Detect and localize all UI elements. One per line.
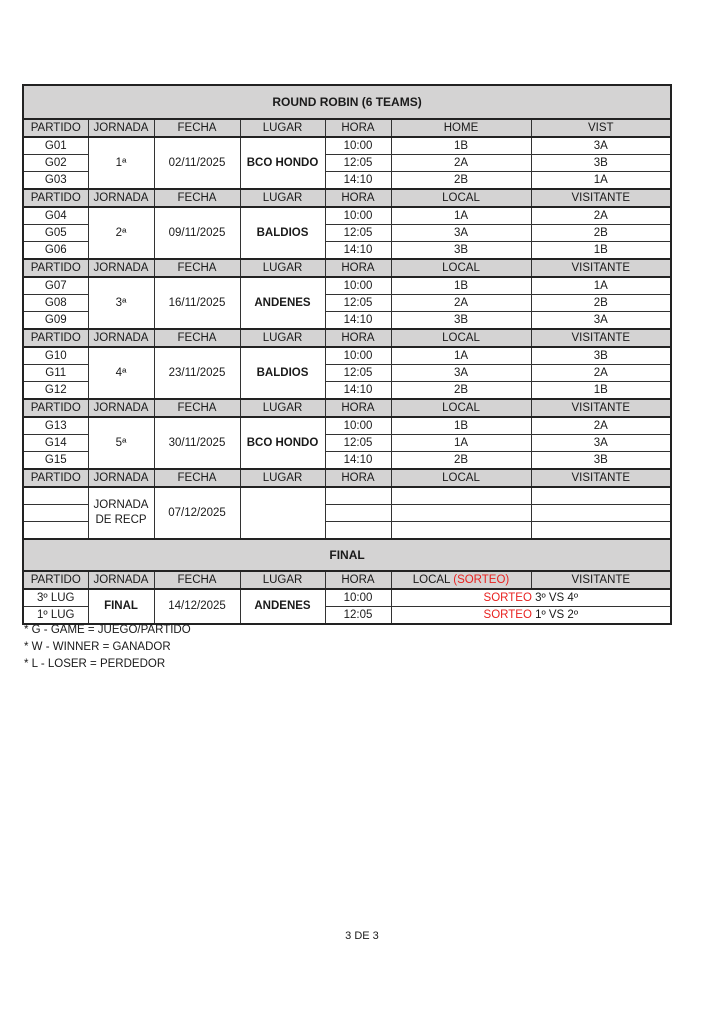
partido-cell: G11	[23, 365, 88, 382]
column-header-fecha: FECHA	[154, 399, 240, 417]
local-cell: 1A	[391, 435, 531, 452]
fecha-cell: 23/11/2025	[154, 347, 240, 399]
local-cell	[391, 505, 531, 522]
lugar-cell: ANDENES	[240, 277, 325, 329]
column-header-partido: PARTIDO	[23, 119, 88, 137]
schedule-table	[22, 84, 672, 625]
column-header-jornada: JORNADA	[88, 571, 154, 589]
visitante-cell: 3B	[531, 155, 671, 172]
header-row	[23, 259, 671, 277]
table-row	[23, 417, 671, 435]
header-row	[23, 469, 671, 487]
hora-cell: 10:00	[325, 277, 391, 295]
column-header-jornada: JORNADA	[88, 119, 154, 137]
lugar-cell: BALDIOS	[240, 347, 325, 399]
column-header-jornada: JORNADA	[88, 399, 154, 417]
hora-cell: 14:10	[325, 452, 391, 470]
recovery-label-line1: JORNADA	[93, 499, 149, 511]
column-header-fecha: FECHA	[154, 329, 240, 347]
column-header-fecha: FECHA	[154, 119, 240, 137]
partido-cell: G14	[23, 435, 88, 452]
local-cell: 2B	[391, 452, 531, 470]
column-header-partido: PARTIDO	[23, 259, 88, 277]
column-header-lugar: LUGAR	[240, 119, 325, 137]
column-header-partido: PARTIDO	[23, 469, 88, 487]
fecha-cell: 07/12/2025	[154, 487, 240, 539]
hora-cell: 12:05	[325, 295, 391, 312]
column-header-local: LOCAL	[391, 189, 531, 207]
lugar-cell	[240, 487, 325, 539]
matchup-cell	[391, 607, 671, 625]
column-header-hora: HORA	[325, 259, 391, 277]
column-header-local: LOCAL	[391, 329, 531, 347]
page-number: 3 DE 3	[345, 930, 379, 942]
visitante-cell: 2B	[531, 295, 671, 312]
hora-cell	[325, 487, 391, 505]
table-row	[23, 487, 671, 505]
hora-cell: 10:00	[325, 207, 391, 225]
sorteo-label: SORTEO	[483, 608, 532, 621]
visitante-cell	[531, 505, 671, 522]
column-header-hora: HORA	[325, 469, 391, 487]
fecha-cell: 09/11/2025	[154, 207, 240, 259]
column-header-partido: PARTIDO	[23, 329, 88, 347]
local-cell: 1B	[391, 137, 531, 155]
visitante-cell: 2A	[531, 207, 671, 225]
column-header-hora: HORA	[325, 329, 391, 347]
local-cell: 1B	[391, 417, 531, 435]
lugar-cell: BALDIOS	[240, 207, 325, 259]
local-cell: 3A	[391, 365, 531, 382]
column-header-jornada: JORNADA	[88, 189, 154, 207]
column-header-hora: HORA	[325, 189, 391, 207]
jornada-cell	[88, 487, 154, 539]
fecha-cell: 16/11/2025	[154, 277, 240, 329]
jornada-cell: 3ª	[88, 277, 154, 329]
column-header-lugar: LUGAR	[240, 571, 325, 589]
final-title: FINAL	[23, 539, 671, 571]
visitante-cell: 1B	[531, 382, 671, 400]
column-header-fecha: FECHA	[154, 259, 240, 277]
local-cell	[391, 487, 531, 505]
hora-cell: 14:10	[325, 242, 391, 260]
fecha-cell: 14/12/2025	[154, 589, 240, 624]
hora-cell: 10:00	[325, 589, 391, 607]
column-header-lugar: LUGAR	[240, 399, 325, 417]
local-cell: 1A	[391, 347, 531, 365]
column-header-visitante: VISITANTE	[531, 329, 671, 347]
partido-cell	[23, 505, 88, 522]
partido-cell: G04	[23, 207, 88, 225]
column-header-partido: PARTIDO	[23, 189, 88, 207]
partido-cell: 1º LUG	[23, 607, 88, 625]
column-header-visitante: VISITANTE	[531, 259, 671, 277]
partido-cell: G06	[23, 242, 88, 260]
hora-cell: 10:00	[325, 347, 391, 365]
column-header-local: HOME	[391, 119, 531, 137]
visitante-cell: 1A	[531, 277, 671, 295]
partido-cell: G07	[23, 277, 88, 295]
header-row	[23, 399, 671, 417]
column-header-jornada: JORNADA	[88, 259, 154, 277]
jornada-cell: 4ª	[88, 347, 154, 399]
recovery-label-line2: DE RECP	[95, 514, 147, 526]
lugar-cell: BCO HONDO	[240, 137, 325, 189]
partido-cell: G02	[23, 155, 88, 172]
hora-cell: 14:10	[325, 312, 391, 330]
column-header-visitante: VIST	[531, 119, 671, 137]
column-header-lugar: LUGAR	[240, 189, 325, 207]
column-header-hora: HORA	[325, 399, 391, 417]
hora-cell: 12:05	[325, 225, 391, 242]
jornada-cell: 5ª	[88, 417, 154, 469]
partido-cell: G09	[23, 312, 88, 330]
column-header-lugar: LUGAR	[240, 329, 325, 347]
column-header-local: LOCAL	[391, 399, 531, 417]
local-cell: 1B	[391, 277, 531, 295]
lugar-cell: ANDENES	[240, 589, 325, 624]
column-header-visitante: VISITANTE	[531, 571, 671, 589]
matchup-text: 1º VS 2º	[535, 608, 579, 621]
table-row	[23, 589, 671, 607]
local-cell: 1A	[391, 207, 531, 225]
final-title-row	[23, 539, 671, 571]
sorteo-label: SORTEO	[483, 591, 532, 604]
header-row	[23, 571, 671, 589]
visitante-cell: 3A	[531, 435, 671, 452]
column-header-partido: PARTIDO	[23, 399, 88, 417]
partido-cell: G05	[23, 225, 88, 242]
local-cell	[391, 522, 531, 540]
partido-cell: G12	[23, 382, 88, 400]
column-header-local: LOCAL	[391, 259, 531, 277]
jornada-cell: FINAL	[88, 589, 154, 624]
column-header-lugar: LUGAR	[240, 469, 325, 487]
hora-cell: 14:10	[325, 172, 391, 190]
partido-cell	[23, 522, 88, 540]
visitante-cell	[531, 487, 671, 505]
note: * W - WINNER = GANADOR	[24, 641, 171, 653]
table-title: ROUND ROBIN (6 TEAMS)	[23, 85, 671, 119]
local-cell: 3A	[391, 225, 531, 242]
column-header-fecha: FECHA	[154, 571, 240, 589]
fecha-cell: 30/11/2025	[154, 417, 240, 469]
partido-cell: G10	[23, 347, 88, 365]
notes	[24, 622, 191, 673]
hora-cell: 12:05	[325, 155, 391, 172]
visitante-cell: 3B	[531, 347, 671, 365]
column-header-fecha: FECHA	[154, 469, 240, 487]
column-header-jornada: JORNADA	[88, 329, 154, 347]
visitante-cell: 3B	[531, 452, 671, 470]
matchup-cell	[391, 589, 671, 607]
local-cell: 2A	[391, 155, 531, 172]
table-row	[23, 207, 671, 225]
visitante-cell: 3A	[531, 312, 671, 330]
table-row	[23, 277, 671, 295]
header-row	[23, 119, 671, 137]
partido-cell: 3º LUG	[23, 589, 88, 607]
partido-cell: G03	[23, 172, 88, 190]
hora-cell: 12:05	[325, 435, 391, 452]
header-row	[23, 189, 671, 207]
local-cell: 3B	[391, 242, 531, 260]
column-header-lugar: LUGAR	[240, 259, 325, 277]
hora-cell: 12:05	[325, 365, 391, 382]
column-header-partido: PARTIDO	[23, 571, 88, 589]
local-cell: 2B	[391, 382, 531, 400]
visitante-cell: 3A	[531, 137, 671, 155]
hora-cell: 12:05	[325, 607, 391, 625]
note: * L - LOSER = PERDEDOR	[24, 658, 166, 670]
jornada-cell: 1ª	[88, 137, 154, 189]
column-header-visitante: VISITANTE	[531, 399, 671, 417]
visitante-cell: 2B	[531, 225, 671, 242]
visitante-cell	[531, 522, 671, 540]
hora-cell	[325, 522, 391, 540]
sorteo-note: (SORTEO)	[453, 573, 510, 586]
column-header-visitante: VISITANTE	[531, 189, 671, 207]
local-cell: 2B	[391, 172, 531, 190]
hora-cell: 10:00	[325, 417, 391, 435]
hora-cell: 10:00	[325, 137, 391, 155]
local-cell: 2A	[391, 295, 531, 312]
column-header-local	[391, 571, 531, 589]
column-header-local: LOCAL	[391, 469, 531, 487]
fecha-cell: 02/11/2025	[154, 137, 240, 189]
column-header-jornada: JORNADA	[88, 469, 154, 487]
note: * G - GAME = JUEGO/PARTIDO	[24, 624, 191, 636]
partido-cell: G08	[23, 295, 88, 312]
column-header-hora: HORA	[325, 119, 391, 137]
table-row	[23, 347, 671, 365]
visitante-cell: 2A	[531, 365, 671, 382]
lugar-cell: BCO HONDO	[240, 417, 325, 469]
visitante-cell: 1B	[531, 242, 671, 260]
column-header-hora: HORA	[325, 571, 391, 589]
hora-cell	[325, 505, 391, 522]
visitante-cell: 1A	[531, 172, 671, 190]
local-label: LOCAL	[412, 573, 451, 586]
local-cell: 3B	[391, 312, 531, 330]
visitante-cell: 2A	[531, 417, 671, 435]
table-row	[23, 137, 671, 155]
column-header-fecha: FECHA	[154, 189, 240, 207]
partido-cell: G01	[23, 137, 88, 155]
header-row	[23, 329, 671, 347]
matchup-text: 3º VS 4º	[535, 591, 579, 604]
partido-cell	[23, 487, 88, 505]
column-header-visitante: VISITANTE	[531, 469, 671, 487]
partido-cell: G15	[23, 452, 88, 470]
jornada-cell: 2ª	[88, 207, 154, 259]
partido-cell: G13	[23, 417, 88, 435]
hora-cell: 14:10	[325, 382, 391, 400]
